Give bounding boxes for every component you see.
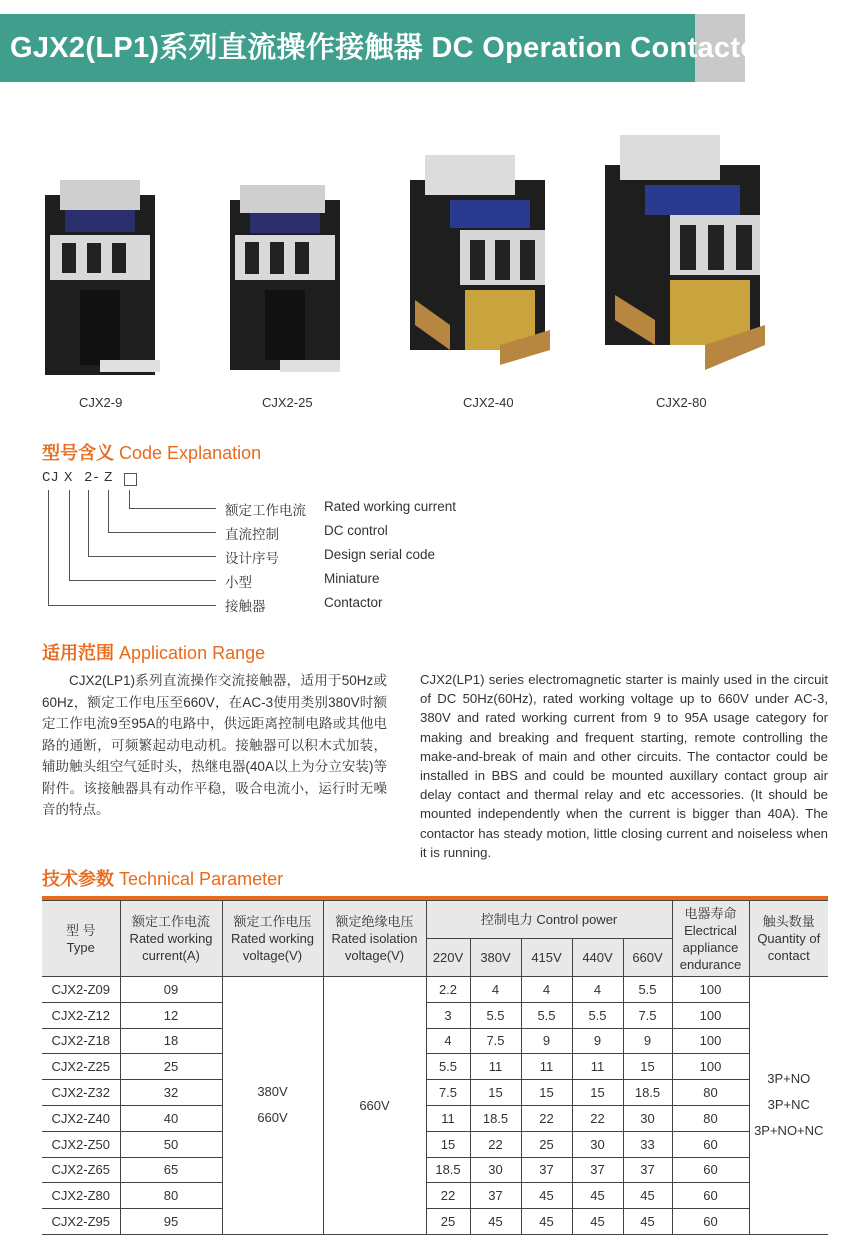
cell-control-power: 5.5 <box>572 1002 623 1028</box>
header-type <box>42 901 120 977</box>
cell-life: 80 <box>672 1080 749 1106</box>
application-text-en: CJX2(LP1) series electromagnetic starter is mainly used in the circuit of DC 50Hz(60Hz), rated working voltage up to 660V under AC-3, 380V and rated working current from 9 to 95A usage category for making and breaking and frequent starting, remote controlling the make-and-break of main and other circuits. The contactor could be installed in BBS and could be mounted auxillary contact group air delay contact and thermal relay and etc accessories. (It should be mounted independently when the current is bigger than 40A). The contactor has steady motion, little closing current and noiseless when it is running. <box>420 672 828 860</box>
contact-config-value: 3P+NO <box>767 1071 811 1087</box>
cell-current: 40 <box>120 1105 222 1131</box>
cell-control-power: 4 <box>572 977 623 1003</box>
cell-control-power: 11 <box>521 1054 572 1080</box>
header-isolation <box>323 901 426 977</box>
table-row <box>42 1080 828 1106</box>
cell-control-power: 37 <box>470 1183 521 1209</box>
cell-control-power: 7.5 <box>470 1028 521 1054</box>
cell-control-power: 22 <box>426 1183 470 1209</box>
cell-current: 12 <box>120 1002 222 1028</box>
tree-line <box>48 490 49 606</box>
tree-line <box>108 490 109 533</box>
header-contacts-en: Quantity of contact <box>757 931 821 963</box>
cell-control-power: 25 <box>521 1131 572 1157</box>
cell-control-power: 2.2 <box>426 977 470 1003</box>
cell-life: 80 <box>672 1105 749 1131</box>
product-label: CJX2-40 <box>463 395 514 410</box>
tree-line <box>129 508 216 509</box>
cell-control-power: 5.5 <box>623 977 672 1003</box>
section-title-cn: 型号含义 <box>42 443 114 463</box>
cell-control-power: 5.5 <box>521 1002 572 1028</box>
cell-life: 100 <box>672 1054 749 1080</box>
cell-type: CJX2-Z40 <box>42 1105 120 1131</box>
code-meaning-cn: 设计序号 <box>225 551 279 566</box>
code-meaning-cn: 接触器 <box>225 599 266 614</box>
cell-control-power: 45 <box>521 1209 572 1235</box>
table-row <box>42 977 828 1003</box>
cell-type: CJX2-Z50 <box>42 1131 120 1157</box>
product-label: CJX2-9 <box>79 395 123 410</box>
cell-control-power: 4 <box>470 977 521 1003</box>
contact-config-value: 3P+NO+NC <box>754 1123 824 1139</box>
cell-control-power: 7.5 <box>426 1080 470 1106</box>
cell-control-power: 45 <box>470 1209 521 1235</box>
cell-control-power: 5.5 <box>470 1002 521 1028</box>
code-placeholder-box <box>124 473 137 486</box>
cell-control-power: 15 <box>426 1131 470 1157</box>
application-text-cn <box>42 670 387 821</box>
code-meaning-en: DC control <box>324 523 388 538</box>
code-meaning-cn: 小型 <box>225 575 252 590</box>
section-title-technical-parameter <box>42 865 283 891</box>
cell-control-power: 11 <box>470 1054 521 1080</box>
application-text-cn-content: CJX2(LP1)系列直流操作交流接触器，适用于50Hz或60Hz，额定工作电压至660V，在AC-3使用类别380V时额定工作电流9至95A的电路中，供远距离控制电路或其他电路的通断，可频繁起动电动机。接触器可以积木式加装，辅助触头组空气延时头，热继电器(40A以上为分立安装)等附件。该接触器具有动作平稳，吸合电流小，运行时无噪音的特点。 <box>42 673 387 817</box>
cell-life: 60 <box>672 1131 749 1157</box>
cell-type: CJX2-Z80 <box>42 1183 120 1209</box>
cell-control-power: 11 <box>572 1054 623 1080</box>
tree-line <box>69 490 70 581</box>
table-row <box>42 1054 828 1080</box>
tree-line <box>88 490 89 557</box>
section-title-cn: 适用范围 <box>42 643 114 663</box>
cell-control-power: 22 <box>572 1105 623 1131</box>
cell-life: 100 <box>672 977 749 1003</box>
code-meaning-en: Miniature <box>324 571 380 586</box>
code-meaning-cn: 直流控制 <box>225 527 279 542</box>
header-current-cn: 额定工作电流 <box>131 914 210 929</box>
code-part: 2 <box>84 470 93 486</box>
cell-current: 95 <box>120 1209 222 1235</box>
section-title-cn: 技术参数 <box>42 869 114 889</box>
header-life-en: Electrical appliance endurance <box>679 922 742 972</box>
cell-type: CJX2-Z12 <box>42 1002 120 1028</box>
section-title-application-range <box>42 639 265 665</box>
code-part: Z <box>104 470 113 486</box>
header-type-en: Type <box>66 939 95 955</box>
tree-line <box>69 580 216 581</box>
table-row <box>42 1183 828 1209</box>
code-meaning-en: Rated working current <box>324 499 457 514</box>
cell-control-power: 18.5 <box>470 1105 521 1131</box>
cell-control-power: 37 <box>572 1157 623 1183</box>
working-voltage-value: 660V <box>257 1110 288 1126</box>
header-current-en: Rated working current(A) <box>129 931 213 963</box>
code-part: - <box>92 470 101 486</box>
cell-life: 100 <box>672 1028 749 1054</box>
cell-control-power: 7.5 <box>623 1002 672 1028</box>
section-title-en: Technical Parameter <box>119 869 284 889</box>
cell-control-power: 45 <box>572 1183 623 1209</box>
header-life <box>672 901 749 977</box>
cell-current: 65 <box>120 1157 222 1183</box>
cell-control-power: 30 <box>623 1105 672 1131</box>
header-control-voltage: 440V <box>572 939 623 977</box>
cell-life: 60 <box>672 1157 749 1183</box>
cell-current: 18 <box>120 1028 222 1054</box>
tree-line <box>108 532 216 533</box>
cell-current: 32 <box>120 1080 222 1106</box>
tree-line <box>88 556 216 557</box>
cell-type: CJX2-Z32 <box>42 1080 120 1106</box>
cell-control-power: 3 <box>426 1002 470 1028</box>
table-row <box>42 1002 828 1028</box>
table-row <box>42 1131 828 1157</box>
product-label: CJX2-80 <box>656 395 707 410</box>
header-life-cn: 电器寿命 <box>684 905 737 921</box>
cell-current: 80 <box>120 1183 222 1209</box>
cell-control-power: 45 <box>521 1183 572 1209</box>
cell-control-power: 18.5 <box>623 1080 672 1106</box>
cell-control-power: 15 <box>470 1080 521 1106</box>
product-image-cjx2-80 <box>600 130 770 385</box>
header-contacts-cn: 触头数量 <box>762 914 815 929</box>
product-image-cjx2-40 <box>405 150 555 385</box>
cell-type: CJX2-Z18 <box>42 1028 120 1054</box>
contact-config-value: 3P+NC <box>767 1097 810 1113</box>
cell-life: 60 <box>672 1209 749 1235</box>
cell-contacts <box>749 977 828 1235</box>
cell-control-power: 30 <box>572 1131 623 1157</box>
product-image-cjx2-9 <box>40 175 165 385</box>
cell-control-power: 25 <box>426 1209 470 1235</box>
header-control-voltage: 380V <box>470 939 521 977</box>
cell-control-power: 33 <box>623 1131 672 1157</box>
product-label: CJX2-25 <box>262 395 313 410</box>
code-part: CJ <box>42 470 59 486</box>
table-row <box>42 1209 828 1235</box>
cell-control-power: 15 <box>623 1054 672 1080</box>
code-meaning-cn: 额定工作电流 <box>225 503 306 518</box>
code-part: X <box>64 470 73 486</box>
tree-line <box>48 605 216 606</box>
header-voltage <box>222 901 323 977</box>
cell-control-power: 4 <box>521 977 572 1003</box>
header-contacts <box>749 901 828 977</box>
header-control-power: 控制电力 Control power <box>426 901 672 939</box>
tree-line <box>129 490 130 509</box>
cell-control-power: 11 <box>426 1105 470 1131</box>
technical-parameter-table <box>42 900 828 1235</box>
cell-control-power: 5.5 <box>426 1054 470 1080</box>
code-meaning-en: Design serial code <box>324 547 436 562</box>
header-control-voltage: 415V <box>521 939 572 977</box>
cell-control-power: 22 <box>521 1105 572 1131</box>
working-voltage-value: 380V <box>257 1084 288 1100</box>
cell-control-power: 9 <box>572 1028 623 1054</box>
section-title-code-explanation <box>42 439 261 465</box>
cell-current: 25 <box>120 1054 222 1080</box>
cell-current: 50 <box>120 1131 222 1157</box>
cell-control-power: 37 <box>521 1157 572 1183</box>
cell-type: CJX2-Z95 <box>42 1209 120 1235</box>
header-control-voltage: 220V <box>426 939 470 977</box>
header-type-cn: 型 号 <box>65 922 96 938</box>
cell-life: 100 <box>672 1002 749 1028</box>
cell-control-power: 22 <box>470 1131 521 1157</box>
section-title-en: Code Explanation <box>119 443 262 463</box>
header-isolation-en: Rated isolation voltage(V) <box>331 931 418 963</box>
header-voltage-cn: 额定工作电压 <box>233 914 312 929</box>
code-meaning-en: Contactor <box>324 595 383 610</box>
page-title: GJX2(LP1)系列直流操作接触器 DC Operation Contactor <box>10 32 770 64</box>
section-title-en: Application Range <box>119 643 266 663</box>
table-row <box>42 1157 828 1183</box>
cell-type: CJX2-Z65 <box>42 1157 120 1183</box>
header-isolation-cn: 额定绝缘电压 <box>335 914 414 929</box>
cell-control-power: 45 <box>572 1209 623 1235</box>
header-voltage-en: Rated working voltage(V) <box>230 931 315 963</box>
cell-control-power: 15 <box>572 1080 623 1106</box>
cell-isolation-voltage: 660V <box>323 977 426 1235</box>
table-row <box>42 1028 828 1054</box>
cell-control-power: 30 <box>470 1157 521 1183</box>
table-row <box>42 1105 828 1131</box>
header-control-voltage: 660V <box>623 939 672 977</box>
cell-control-power: 15 <box>521 1080 572 1106</box>
cell-type: CJX2-Z25 <box>42 1054 120 1080</box>
product-image-cjx2-25 <box>225 180 350 380</box>
cell-life: 60 <box>672 1183 749 1209</box>
cell-control-power: 37 <box>623 1157 672 1183</box>
cell-type: CJX2-Z09 <box>42 977 120 1003</box>
cell-working-voltage <box>222 977 323 1235</box>
cell-control-power: 18.5 <box>426 1157 470 1183</box>
cell-control-power: 9 <box>521 1028 572 1054</box>
cell-control-power: 45 <box>623 1209 672 1235</box>
cell-control-power: 4 <box>426 1028 470 1054</box>
cell-control-power: 45 <box>623 1183 672 1209</box>
cell-control-power: 9 <box>623 1028 672 1054</box>
cell-current: 09 <box>120 977 222 1003</box>
header-current <box>120 901 222 977</box>
